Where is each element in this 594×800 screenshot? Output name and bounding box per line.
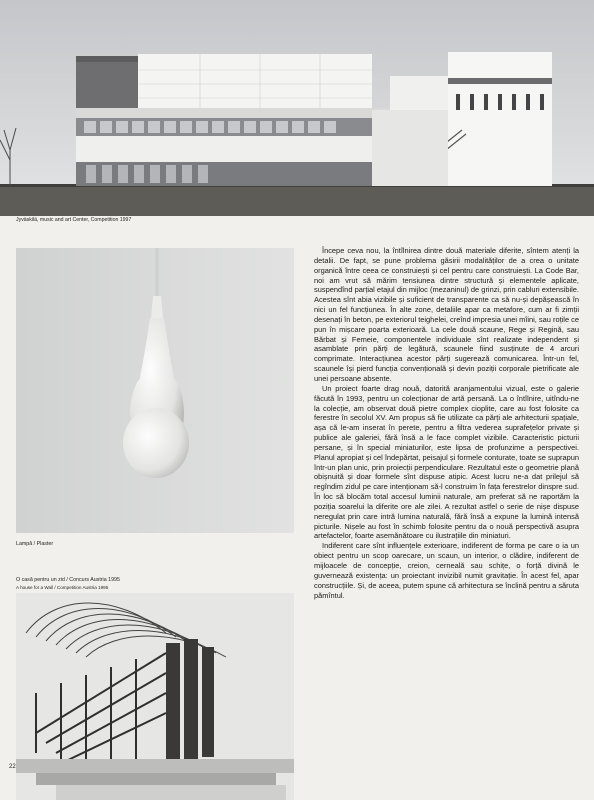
house-caption-en: A house for a Wall / Competition Austria 1995 <box>16 585 109 590</box>
top-photo-caption: Jyväskilä, music and art Center, Competition 1997 <box>16 217 132 223</box>
article-paragraph-3: Indiferent care sînt influențele exterioare, indiferent de forma pe care o ia un obiect pentru un scop oarecare, un scaun, un interior, o clădire, indiferent de mijloacele de concepție, creion, cerneală sau schițe, o forță divină le guvernează existența: un proiectant invizibil numit gravitație. În acest fel, apar construcțiile. Și, de aceea, putem spune că arhitectura se înclină pentru a săruta pămîntul. <box>314 541 579 600</box>
building-elevation-photo <box>0 0 594 216</box>
page-number: 22 <box>9 764 16 770</box>
building-elevation-drawing <box>0 0 594 216</box>
lamp-photo <box>16 248 294 533</box>
house-model-image <box>16 593 294 800</box>
article-paragraph-1: Începe ceva nou, la întîlnirea dintre două materiale diferite, sîntem atenți la detalii. De fapt, se pune problema găsirii modalităților de a crea o unitate organică între ceea ce construiești și cel pentru care construiești. La Code Bar, noi am vrut să mărim tensiunea dintre structură și elementele aplicate, suspendînd parțial etajul din mijloc (mezaninul) de grinzi, prin cabluri extensibile. Acestea sînt abia vizibile și suficient de transparente ca să nu-și depășească în nici un fel funcțiunea. În alte zone, detaliile apar ca metafore, cum ar fi zimții desenați în beton, pe exteriorul teighelei, creînd impresia unei mîini, sau roțile ce pun în mișcare poarta exterioară. La cele două scaune, Rege și Regină, sau Bărbat și Femeie, componentele individuale sînt realizate independent și asamblate prin părți de legătură, scaunele fiind susținute de 4 arcuri comprimate. Interacțiunea acestor părți sugerează comunicarea. Într-un fel, scaunele își pierd funcția convențională și devin poziții corporale pietrificate ale unei persoane absente. <box>314 246 580 383</box>
house-caption <box>16 577 120 591</box>
article-paragraph-2: Un proiect foarte drag nouă, datorită aranjamentului vizual, este o galerie făcută în 1993, pentru un colecționar de artă persană. La o întîlnire, uitîndu-ne la colecție, am observat două pietre complex cioplite, care au fost folosite ca ferestre în secolul XV. Am propus să fie utilizate ca părți ale arhitecturii spațiale, așa că le-am inserat în perete, pentru a filtra vederea suprafețelor private și publice ale galeriei, fără însă a le face complet vizibile. Caracteristic picturii persane, și în special miniaturilor, este lipsa de profunzime a perspectivei. Planul apropiat și cel îndepărtat, peisajul și formele conturate, toate se suprapun într-un plan unic, prin proiecții perpendiculare. Rezultatul este o geometrie plană obișnuită și doar formele sînt dispuse atipic. Acest lucru ne-a dat prilejul să regîndim zidul pe care intenționam să-l construim în fața ferestrelor dinspre sud. În loc să blocăm total accesul luminii naturale, am preferat să ne raportăm la poziția soarelui la diferite ore ale zilei. A rezultat astfel o serie de nișe dispuse neregulat prin care intră lumina naturală, fără însă a expune la lumină intensă picturile. Nișele au fost în schimb folosite pentru da o nouă perspectivă asupra artefactelor, foarte asemănătoare cu ilustrațiile din miniaturi. <box>314 383 579 541</box>
lamp-caption: Lampă / Plaster <box>16 541 54 547</box>
house-caption-ro: O casă pentru un zid / Concurs Austria 1995 <box>16 577 120 583</box>
house-model-photo <box>16 593 294 800</box>
plaster-lamp-image <box>16 248 294 533</box>
article-text-column <box>314 246 579 600</box>
